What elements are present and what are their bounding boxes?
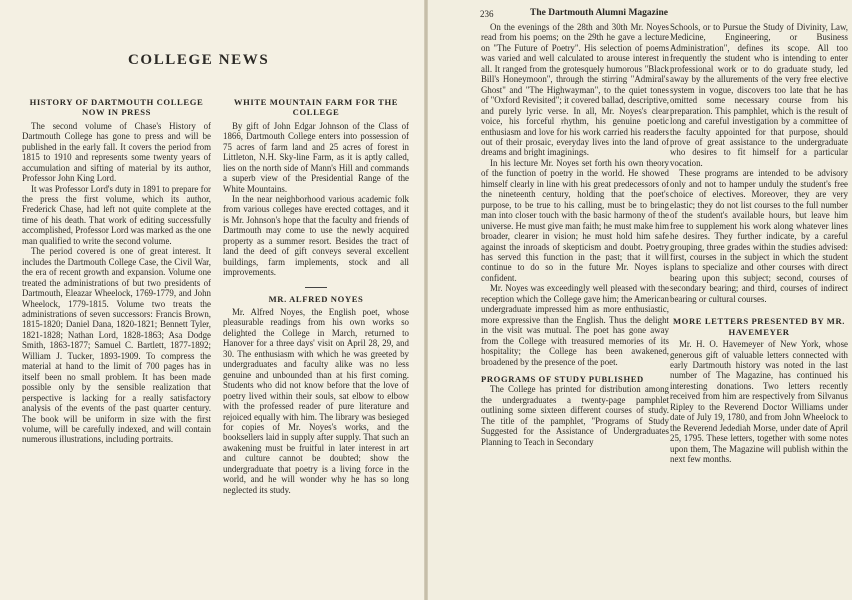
- noyes-paragraph: Mr. Alfred Noyes, the English poet, whose pleasurable readings from his own works so delighted the College in March, returned to Hanover for a three days' visit on April 28, 29, and 30. The enthusiasm with which he was greeted by undergraduates and faculty alike was no less genuine and unbounded than at his first coming. Students who did not know before that the love of poetry lived within their souls, sat elbow to elbow with the professed reader of pure literature and rejoiced equally with him. The library was besieged for copies of Mr. Noyes's works, and the booksellers laid in supply after supply. That such an awakening must be fruitful in later interest in art and culture cannot be doubted; show the undergraduate that poetry is a living force in the world, and he will wonder why he has so long neglected its study.: [223, 307, 409, 495]
- programs-continued-paragraph: Schools, or to Pursue the Study of Divinity, Law, Medicine, Engineering, or Business Administration", defines its scope. All too frequently the student who is intending to enter professional work or to do graduate study, led away by the allurements of the very free elective system in vogue, discovers too late that he has omitted some necessary course from his preparation. This pamphlet, which is the result of long and careful investigation by a committee of the faculty appointed for that purpose, should prove of great assistance to the undergraduate who desires to fit himself for a particular vocation.: [670, 22, 848, 168]
- programs-continued-paragraph: These programs are intended to be advisory only and not to hamper unduly the student's free choice of electives. Moreover, they are very elastic; they do not list courses to the full number of the student's available hours, but leave him free to supplement his work along whatever lines he desires. They further indicate, by a careful grouping, three grades within the studies advised: first, courses in the subject in which the student plans to specialize and other courses with direct bearing upon this subject; second, courses of secondary bearing; and third, courses of indirect bearing or cultural courses.: [670, 168, 848, 304]
- history-paragraph: The second volume of Chase's History of Dartmouth College has gone to press and will be published in the early fall. It covers the period from 1815 to 1910 and represents some twenty years of accumulation and sifting of material by its author, Professor John King Lord.: [22, 120, 211, 184]
- section-divider: [305, 287, 327, 288]
- history-paragraph: It was Professor Lord's duty in 1891 to prepare for the press the first volume, which its author, Frederick Chase, had left not quite complete at the time of his death. That work of editing successfully accomplished, Professor Lord was marked as the one man qualified to write the second volume.: [22, 183, 211, 246]
- farm-paragraph: By gift of John Edgar Johnson of the Class of 1866, Dartmouth College enters into possession of 75 acres of farm land and 25 acres of forest in Littleton, N.H. Sky-line Farm, as it is aptly called, lies on the north side of Mann's Hill and commands a superb view of the Presidential Range of the White Mountains.: [223, 120, 409, 194]
- farm-paragraph: In the near neighborhood various academic folk from various colleges have erected cottages, and it is Mr. Johnson's hope that the faculty and friends of Dartmouth may come to use the newly acquired property as a summer resort. Besides the tract of land the deed of gift conveys several excellent buildings, farm implements, stock and all improvements.: [223, 193, 409, 278]
- page-number: 236: [480, 9, 494, 19]
- history-heading: HISTORY OF DARTMOUTH COLLEGE NOW IN PRESS: [29, 97, 204, 118]
- letters-paragraph: Mr. H. O. Havemeyer of New York, whose generous gift of valuable letters connected with early Dartmouth history was noted in the last number of The Magazine, has continued his interesting donations. Two letters recently received from him are respectively from Silvanus Ripley to the Reverend Doctor Williams under date of July 19, 1780, and from John Wheelock to the Reverend Jedediah Morse, under date of April 25, 1795. These letters, together with some notes upon them, The Magazine will publish within the next few months.: [670, 339, 848, 465]
- programs-heading: PROGRAMS OF STUDY PUBLISHED: [481, 373, 644, 384]
- left-column-1: [22, 97, 211, 445]
- noyes-continued-paragraph: On the evenings of the 28th and 30th Mr. Noyes read from his poems; on the 29th he gave a lecture on "The Future of Poetry". His selection of poems was varied and well calculated to arouse interest in all. It ranged from the grotesquely humorous "Black Bill's Honeymoon", through the stirring "Admiral's Ghost" and "The Highwayman", to the quiet tones of "Oxford Revisited"; it covered ballad, descriptive, and purely lyric verse. In all, Mr. Noyes's clear voice, his forceful rhythm, his genuine poetic enthusiasm and love for his work carried his readers out of their prosaic, everyday lives into the land of dreams and bright imaginings.: [481, 22, 669, 158]
- history-paragraph: The period covered is one of great interest. It includes the Dartmouth College Case, the Civil War, the era of recent growth and expansion. Volume one treated the administrations of but two presidents of Dartmouth, Eleazar Wheelock, 1769-1779, and John Wheelock, 1779-1815. Volume two treats the administrations of seven successors: Francis Brown, 1815-1820; Daniel Dana, 1820-1821; Bennett Tyler, 1821-1828; Nathan Lord, 1828-1863; Asa Dodge Smith, 1863-1877; Samuel C. Bartlett, 1877-1892; William J. Tucker, 1893-1909. To compress the material at hand to the limit of 700 pages has in itself been no small problem. It has been made possible only by the sensible realization that perspective is lacking for a really satisfactory analysis of the events of the past quarter century. The book will be uniform in size with the first volume, will be carefully indexed, and will contain numerous illustrations, including portraits.: [22, 246, 211, 445]
- letters-heading: MORE LETTERS PRESENTED BY MR. HAVEMEYER: [672, 316, 846, 337]
- book-gutter: [424, 0, 428, 600]
- farm-heading: WHITE MOUNTAIN FARM FOR THE COLLEGE: [233, 97, 399, 118]
- noyes-heading: MR. ALFRED NOYES: [268, 293, 364, 304]
- right-column-1: [481, 22, 669, 447]
- noyes-continued-paragraph: In his lecture Mr. Noyes set forth his own theory of the function of poetry in the world. He showed himself clearly in line with his great predecessors of the nineteenth century, holding that the poet's purpose, to be true to his calling, must be to bring man into closer touch with the basic harmony of the universe. He must give man faith; he must make him broader, clearer in vision; he must hold him safe against the inroads of skepticism and doubt. Poetry has served this function in the past; that it will continue to do so in the future Mr. Noyes is confident.: [481, 157, 669, 283]
- left-column-2: [223, 97, 409, 495]
- noyes-continued-paragraph: Mr. Noyes was exceedingly well pleased with the reception which the College gave him; the American undergraduate impressed him as more enthusiastic, more expressive than the English. Thus the delight in the visit was mutual. The poet has gone away from the College with treasured memories of its hospitality; the College has been awakened, broadened by the presence of the poet.: [481, 283, 669, 367]
- programs-paragraph: The College has printed for distribution among the undergraduates a twenty-page pamphlet outlining some sixteen different courses of study. The title of the pamphlet, "Programs of Study Suggested for the Assistance of Undergraduates Planning to Teach in Secondary: [481, 384, 669, 447]
- right-column-2: [670, 22, 848, 464]
- section-masthead: COLLEGE NEWS: [128, 52, 270, 68]
- running-head: The Dartmouth Alumni Magazine: [530, 8, 669, 18]
